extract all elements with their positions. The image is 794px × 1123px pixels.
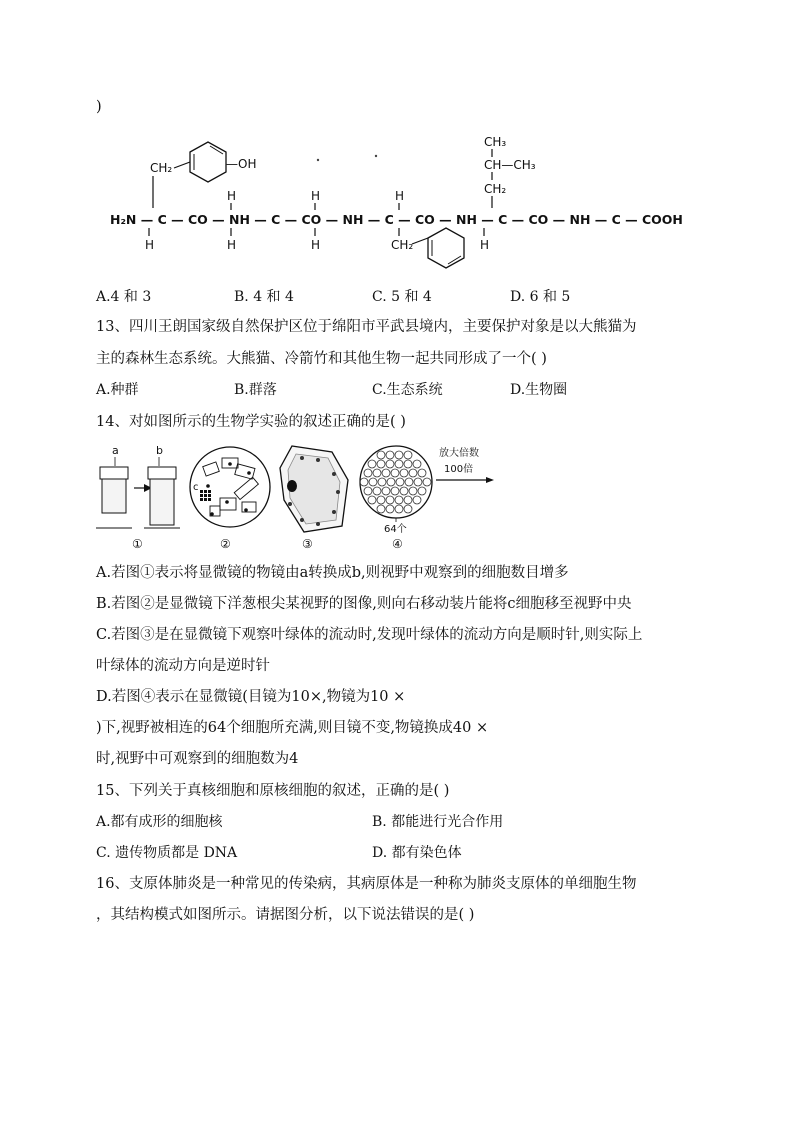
benzene-ring-tyr [190,142,226,182]
q14-option-d-cont1: )下,视野被相连的64个细胞所充满,则目镜不变,物镜换成40 × [96,720,489,736]
arrow-top-label: 放大倍数 [439,448,479,459]
q12-option-b[interactable]: B. 4 和 4 [234,289,294,305]
objective-a [102,479,126,513]
peptide-backbone: H₂N — C — CO — NH — C — CO — NH — C — CO — NH — C — CO — NH — C — COOH [110,212,683,227]
cell-count-label: 64个 [384,524,407,535]
leu-ch3: CH₃ [484,135,507,149]
label-b: b [156,444,163,457]
leu-ch2: CH₂ [484,182,507,196]
q14-option-a[interactable]: A.若图①表示将显微镜的物镜由a转换成b,则视野中观察到的细胞数目增多 [96,565,569,581]
q15-option-a[interactable]: A.都有成形的细胞核 [96,814,223,830]
label-c: c [193,482,199,493]
h-top-2: H [227,189,237,203]
panel-3-label: ③ [302,537,313,551]
q13-option-a[interactable]: A.种群 [96,382,139,398]
q13-option-c[interactable]: C.生态系统 [372,382,443,398]
field-of-view-2 [190,447,270,527]
tyr-oh: —OH [226,157,257,171]
q15-stem: 15、下列关于真核细胞和原核细胞的叙述，正确的是( ) [96,783,450,799]
q15-option-b[interactable]: B. 都能进行光合作用 [372,814,504,830]
q15-option-c[interactable]: C. 遗传物质都是 DNA [96,845,238,861]
q12-stem-tail: ) [96,99,102,115]
h-bot-2: H [227,238,237,252]
peptide-structure-figure [106,132,683,272]
panel-1-label: ① [132,537,143,551]
h-bot-3: H [311,238,321,252]
h-bot-1: H [145,238,155,252]
q14-option-d[interactable]: D.若图④表示在显微镜(目镜为10×,物镜为10 × [96,689,406,705]
q13-option-d[interactable]: D.生物圈 [510,382,568,398]
objective-b [150,479,174,525]
q14-option-c[interactable]: C.若图③是在显微镜下观察叶绿体的流动时,发现叶绿体的流动方向是顺时针,则实际上 [96,627,643,643]
panel-2-label: ② [220,537,231,551]
q16-stem-line1: 16、支原体肺炎是一种常见的传染病，其病原体是一种称为肺炎支原体的单细胞生物 [96,876,637,892]
q14-option-c-cont: 叶绿体的流动方向是逆时针 [96,658,270,674]
q14-option-d-cont2: 时,视野中可观察到的细胞数为4 [96,751,299,767]
q13-stem-line2: 主的森林生态系统。大熊猫、冷箭竹和其他生物一起共同形成了一个( ) [96,351,547,367]
leu-ch: CH—CH₃ [484,158,536,172]
q14-stem: 14、对如图所示的生物学实验的叙述正确的是( ) [96,414,406,430]
h-bot-5: H [480,238,490,252]
q15-option-d[interactable]: D. 都有染色体 [372,845,462,861]
phe-ch2: CH₂ [391,238,414,252]
q16-stem-line2: ，其结构模式如图所示。请据图分析，以下说法错误的是( ) [96,907,475,923]
tyr-ch2: CH₂ [150,161,173,175]
label-a: a [112,444,119,457]
arrow-bottom-label: 100倍 [444,464,474,475]
q12-option-a[interactable]: A.4 和 3 [96,289,152,305]
q14-option-b[interactable]: B.若图②是显微镜下洋葱根尖某视野的图像,则向右移动装片能将c细胞移至视野中央 [96,596,632,612]
benzene-ring-phe [428,228,464,268]
q12-option-d[interactable]: D. 6 和 5 [510,289,571,305]
panel-4-label: ④ [392,537,403,551]
h-top-3: H [311,189,321,203]
q13-option-b[interactable]: B.群落 [234,382,277,398]
microscope-experiment-figure [96,440,496,552]
q13-stem-line1: 13、四川王朗国家级自然保护区位于绵阳市平武县境内，主要保护对象是以大熊猫为 [96,319,637,335]
q12-option-c[interactable]: C. 5 和 4 [372,289,432,305]
h-top-4: H [395,189,405,203]
